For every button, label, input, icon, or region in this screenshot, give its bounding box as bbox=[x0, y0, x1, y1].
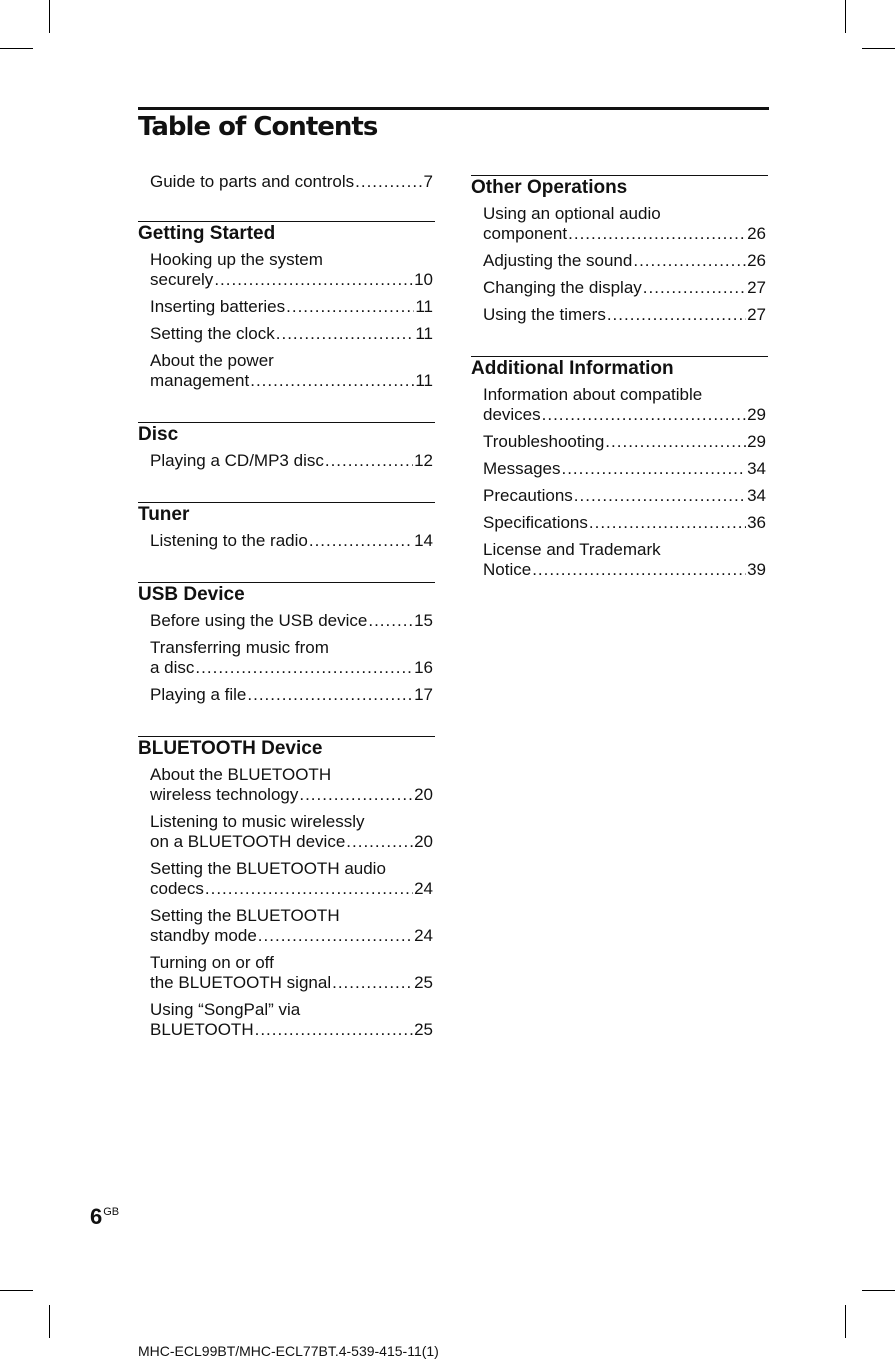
dot-leader bbox=[643, 278, 746, 298]
entry-page-number: 11 bbox=[415, 324, 433, 343]
section-entries bbox=[138, 609, 435, 710]
entry-last-line bbox=[483, 224, 766, 244]
dot-leader bbox=[568, 224, 746, 244]
dot-leader bbox=[309, 531, 413, 551]
crop-mark-top-left-horizontal bbox=[0, 48, 33, 49]
entry-text-line: Transferring music from bbox=[150, 638, 329, 657]
entry-text-line: Setting the BLUETOOTH audio bbox=[150, 859, 386, 878]
entry-last-line bbox=[150, 371, 433, 391]
toc-entry[interactable] bbox=[483, 202, 766, 249]
entry-last-line bbox=[150, 658, 433, 678]
toc-entry[interactable] bbox=[483, 457, 766, 484]
section-additional-information bbox=[471, 356, 768, 585]
entry-last-line bbox=[483, 278, 766, 298]
entry-last-line bbox=[483, 405, 766, 425]
dot-leader bbox=[346, 832, 413, 852]
entry-page-number: 29 bbox=[747, 405, 766, 424]
toc-entry[interactable] bbox=[483, 511, 766, 538]
section-entries bbox=[138, 248, 435, 396]
toc-entry[interactable] bbox=[150, 609, 433, 636]
toc-column-left bbox=[138, 170, 435, 1071]
toc-entry[interactable] bbox=[483, 538, 766, 585]
toc-entry[interactable] bbox=[150, 951, 433, 998]
entry-last-line bbox=[150, 297, 433, 317]
entry-last-line bbox=[150, 611, 433, 631]
dot-leader bbox=[542, 405, 746, 425]
toc-entry[interactable] bbox=[483, 303, 766, 330]
entry-last-line bbox=[150, 879, 433, 899]
entry-last-line bbox=[150, 685, 433, 705]
entry-last-line bbox=[483, 560, 766, 580]
entry-page-number: 29 bbox=[747, 432, 766, 451]
entry-page-number: 36 bbox=[747, 513, 766, 532]
entry-text-line: Changing the display bbox=[483, 278, 642, 297]
toc-entry[interactable] bbox=[150, 322, 433, 349]
entry-text-line: standby mode bbox=[150, 926, 257, 945]
entry-text-line: Using “SongPal” via bbox=[150, 1000, 301, 1019]
crop-mark-bottom-right-horizontal bbox=[862, 1290, 895, 1291]
toc-entry[interactable] bbox=[483, 430, 766, 457]
section-usb-device bbox=[138, 582, 435, 710]
entry-text-line: Playing a file bbox=[150, 685, 247, 704]
section-heading: Disc bbox=[138, 424, 179, 445]
section-heading: Additional Information bbox=[471, 358, 674, 379]
dot-leader bbox=[332, 973, 413, 993]
entry-text-line: Before using the USB device bbox=[150, 611, 368, 630]
dot-leader bbox=[368, 611, 413, 631]
entry-text-line: Precautions bbox=[483, 486, 573, 505]
entry-page-number: 27 bbox=[747, 278, 766, 297]
dot-leader bbox=[205, 879, 413, 899]
entry-page-number: 17 bbox=[414, 685, 433, 704]
dot-leader bbox=[195, 658, 413, 678]
entry-page-number: 20 bbox=[414, 832, 433, 851]
crop-mark-top-right-horizontal bbox=[862, 48, 895, 49]
dot-leader bbox=[258, 926, 413, 946]
crop-mark-bottom-left-vertical bbox=[49, 1305, 50, 1338]
entry-page-number: 34 bbox=[747, 486, 766, 505]
entry-text-line: Listening to music wirelessly bbox=[150, 812, 365, 831]
left-sections bbox=[138, 221, 435, 1045]
entry-text-line: About the power bbox=[150, 351, 274, 370]
dot-leader bbox=[255, 1020, 413, 1040]
entry-page-number: 26 bbox=[747, 251, 766, 270]
toc-entry[interactable] bbox=[483, 383, 766, 430]
toc-entry[interactable] bbox=[150, 763, 433, 810]
page-number: $6^{GB}$ bbox=[90, 1204, 120, 1229]
entry-page-number: 10 bbox=[414, 270, 433, 289]
entry-text-line: Adjusting the sound bbox=[483, 251, 633, 270]
dot-leader bbox=[532, 560, 746, 580]
section-entries bbox=[138, 763, 435, 1045]
dot-leader bbox=[607, 305, 746, 325]
entry-text-line: Messages bbox=[483, 459, 561, 478]
section-disc bbox=[138, 422, 435, 476]
section-heading: USB Device bbox=[138, 584, 245, 605]
toc-entry-guide[interactable]: Guide to parts and controls ..... 7 bbox=[150, 170, 433, 197]
entry-text-line: devices bbox=[483, 405, 541, 424]
toc-entry[interactable] bbox=[483, 484, 766, 511]
entry-text-line: Setting the clock bbox=[150, 324, 275, 343]
section-heading: Getting Started bbox=[138, 223, 276, 244]
entry-text-line: License and Trademark bbox=[483, 540, 661, 559]
section-heading: BLUETOOTH Device bbox=[138, 738, 323, 759]
section-heading: Tuner bbox=[138, 504, 190, 525]
section-other-operations bbox=[471, 175, 768, 330]
toc-entry[interactable] bbox=[150, 857, 433, 904]
entry-page-number: 39 bbox=[747, 560, 766, 579]
entry-last-line bbox=[150, 1020, 433, 1040]
entry-page-number: 26 bbox=[747, 224, 766, 243]
crop-mark-top-right-vertical bbox=[845, 0, 846, 33]
entry-text-line: Inserting batteries bbox=[150, 297, 286, 316]
dot-leader bbox=[325, 451, 413, 471]
entry-text-line: Notice bbox=[483, 560, 532, 579]
intro-entries bbox=[138, 170, 435, 197]
entry-page-number: 12 bbox=[414, 451, 433, 470]
entry-text-line: Setting the BLUETOOTH bbox=[150, 906, 340, 925]
section-tuner bbox=[138, 502, 435, 556]
entry-text-line: Using an optional audio bbox=[483, 204, 661, 223]
crop-mark-bottom-left-horizontal bbox=[0, 1290, 33, 1291]
dot-leader bbox=[247, 685, 413, 705]
dot-leader bbox=[574, 486, 746, 506]
dot-leader bbox=[276, 324, 415, 344]
entry-text-line: component bbox=[483, 224, 568, 243]
entry-text-line: securely bbox=[150, 270, 214, 289]
toc-entry[interactable] bbox=[150, 449, 433, 476]
entry-last-line bbox=[483, 513, 766, 533]
dot-leader bbox=[633, 251, 746, 271]
entry-last-line bbox=[150, 926, 433, 946]
dot-leader bbox=[286, 297, 414, 317]
entry-page-number: 14 bbox=[414, 531, 433, 550]
entry-last-line bbox=[150, 270, 433, 290]
entry-last-line bbox=[150, 451, 433, 471]
entry-last-line bbox=[483, 305, 766, 325]
entry-last-line bbox=[150, 973, 433, 993]
entry-page-number: 25 bbox=[414, 1020, 433, 1039]
entry-text-line: Specifications bbox=[483, 513, 588, 532]
entry-page-number: 34 bbox=[747, 459, 766, 478]
toc-column-right bbox=[471, 175, 768, 611]
entry-page-number: 24 bbox=[414, 879, 433, 898]
toc-entry[interactable] bbox=[150, 998, 433, 1045]
entry-text-line: Playing a CD/MP3 disc bbox=[150, 451, 324, 470]
entry-last-line bbox=[150, 324, 433, 344]
entry-text-line: a disc bbox=[150, 658, 195, 677]
entry-text-line: codecs bbox=[150, 879, 204, 898]
section-getting-started bbox=[138, 221, 435, 396]
dot-leader bbox=[250, 371, 414, 391]
toc-entry[interactable] bbox=[150, 248, 433, 295]
entry-text-line: on a BLUETOOTH device bbox=[150, 832, 346, 851]
dot-leader bbox=[299, 785, 413, 805]
entry-last-line bbox=[150, 832, 433, 852]
entry-last-line bbox=[483, 486, 766, 506]
right-sections bbox=[471, 175, 768, 585]
entry-text-line: Hooking up the system bbox=[150, 250, 323, 269]
toc-entry[interactable] bbox=[483, 249, 766, 276]
entry-text-line: About the BLUETOOTH bbox=[150, 765, 332, 784]
entry-text-line: management bbox=[150, 371, 250, 390]
entry-text-line: Using the timers bbox=[483, 305, 606, 324]
title-rule bbox=[138, 107, 769, 110]
entry-last-line bbox=[483, 251, 766, 271]
toc-entry[interactable] bbox=[483, 276, 766, 303]
entry-text-line: Listening to the radio bbox=[150, 531, 308, 550]
toc-entry[interactable] bbox=[150, 295, 433, 322]
entry-last-line bbox=[150, 531, 433, 551]
entry-last-line bbox=[483, 432, 766, 452]
toc-entry[interactable] bbox=[150, 636, 433, 683]
entry-text-line: wireless technology bbox=[150, 785, 299, 804]
section-entries bbox=[471, 383, 768, 585]
entry-text-line: Troubleshooting bbox=[483, 432, 605, 451]
entry-page-number: 20 bbox=[414, 785, 433, 804]
entry-page-number: 11 bbox=[415, 371, 433, 390]
crop-mark-bottom-right-vertical bbox=[845, 1305, 846, 1338]
dot-leader bbox=[589, 513, 746, 533]
dot-leader bbox=[561, 459, 746, 479]
dot-leader bbox=[214, 270, 413, 290]
entry-page-number: 25 bbox=[414, 973, 433, 992]
crop-mark-top-left-vertical bbox=[49, 0, 50, 33]
entry-page-number: 15 bbox=[414, 611, 433, 630]
entry-text-line: BLUETOOTH bbox=[150, 1020, 254, 1039]
toc-entry[interactable] bbox=[150, 904, 433, 951]
entry-text-line: the BLUETOOTH signal bbox=[150, 973, 332, 992]
entry-page-number: 27 bbox=[747, 305, 766, 324]
toc-entry[interactable] bbox=[150, 683, 433, 710]
toc-entry[interactable] bbox=[150, 349, 433, 396]
dot-leader bbox=[605, 432, 746, 452]
entry-page-number: 16 bbox=[414, 658, 433, 677]
entry-page-number: 11 bbox=[415, 297, 433, 316]
section-entries bbox=[138, 529, 435, 556]
entry-page-number: 24 bbox=[414, 926, 433, 945]
entry-last-line bbox=[483, 459, 766, 479]
section-heading: Other Operations bbox=[471, 177, 628, 198]
entry-text-line: Information about compatible bbox=[483, 385, 703, 404]
entry-last-line bbox=[150, 785, 433, 805]
toc-entry[interactable] bbox=[150, 529, 433, 556]
entry-text-line: Turning on or off bbox=[150, 953, 274, 972]
section-bluetooth-device bbox=[138, 736, 435, 1045]
page-title: Table of Contents bbox=[138, 112, 378, 142]
section-entries bbox=[138, 449, 435, 476]
section-entries bbox=[471, 202, 768, 330]
toc-entry[interactable] bbox=[150, 810, 433, 857]
model-code: MHC-ECL99BT/MHC-ECL77BT.4-539-415-11(1) bbox=[138, 1343, 439, 1359]
